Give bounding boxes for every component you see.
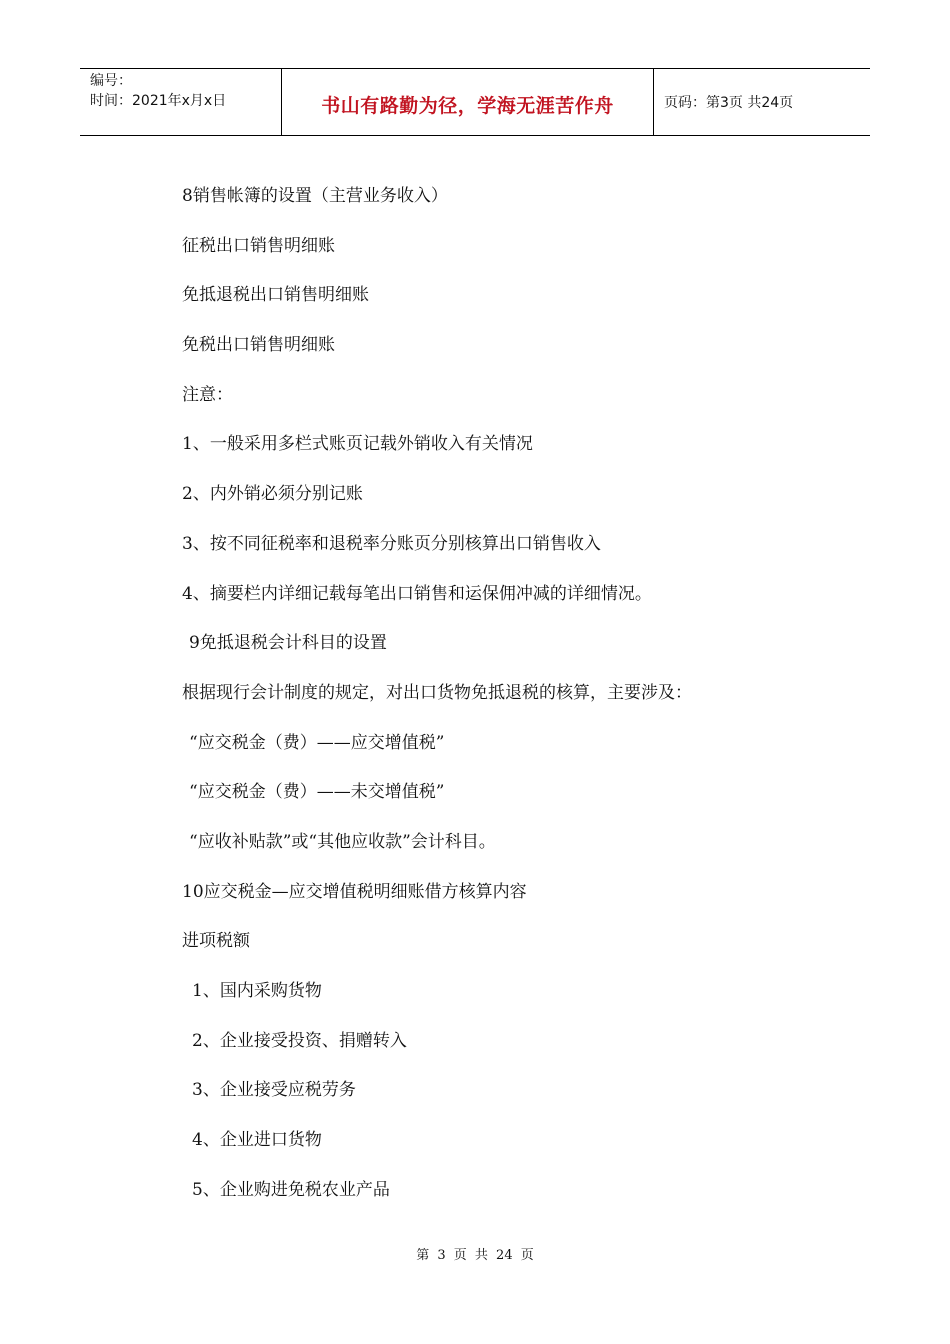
list-item: 4、摘要栏内详细记载每笔出口销售和运保佣冲减的详细情况。 <box>182 583 652 604</box>
list-item: 1、国内采购货物 <box>192 981 322 1001</box>
text-line: 进项税额 <box>182 931 250 952</box>
text-line: 根据现行会计制度的规定，对出口货物免抵退税的核算，主要涉及： <box>182 682 692 703</box>
section-heading: 8销售帐簿的设置（主营业务收入） <box>182 186 448 206</box>
section-heading: 10应交税金—应交增值税明细账借方核算内容 <box>182 881 527 902</box>
page-footer: 第 3 页 共 24 页 <box>416 1248 534 1263</box>
number-label: 编号： <box>90 73 132 89</box>
text-line: “应收补贴款”或“其他应收款”会计科目。 <box>189 831 496 852</box>
text-line: 免税出口销售明细账 <box>182 335 335 356</box>
section-heading: 9免抵退税会计科目的设置 <box>189 633 387 654</box>
document-body <box>182 183 802 1226</box>
text-line: “应交税金（费）——应交增值税” <box>189 732 445 753</box>
list-item: 3、按不同征税率和退税率分账页分别核算出口销售收入 <box>182 533 601 554</box>
list-item: 5、企业购进免税农业产品 <box>192 1179 390 1200</box>
page-header <box>80 68 870 136</box>
list-item: 4、企业进口货物 <box>192 1130 322 1151</box>
text-line: 征税出口销售明细账 <box>182 235 335 256</box>
text-line: “应交税金（费）——未交增值税” <box>189 782 445 803</box>
header-meta <box>80 69 282 135</box>
list-item: 2、企业接受投资、捐赠转入 <box>192 1030 407 1051</box>
header-motto-cell <box>282 69 654 135</box>
motto-text: 书山有路勤为径，学海无涯苦作舟 <box>321 94 614 117</box>
page-code: 页码：第3页 共24页 <box>664 95 794 111</box>
list-item: 3、企业接受应税劳务 <box>192 1080 356 1101</box>
list-item: 2、内外销必须分别记账 <box>182 484 363 505</box>
time-label: 时间：2021年x月x日 <box>90 93 227 109</box>
text-line: 免抵退税出口销售明细账 <box>182 285 369 306</box>
note-label: 注意： <box>182 384 233 405</box>
header-page-cell <box>654 69 870 135</box>
list-item: 1、一般采用多栏式账页记载外销收入有关情况 <box>182 434 533 455</box>
